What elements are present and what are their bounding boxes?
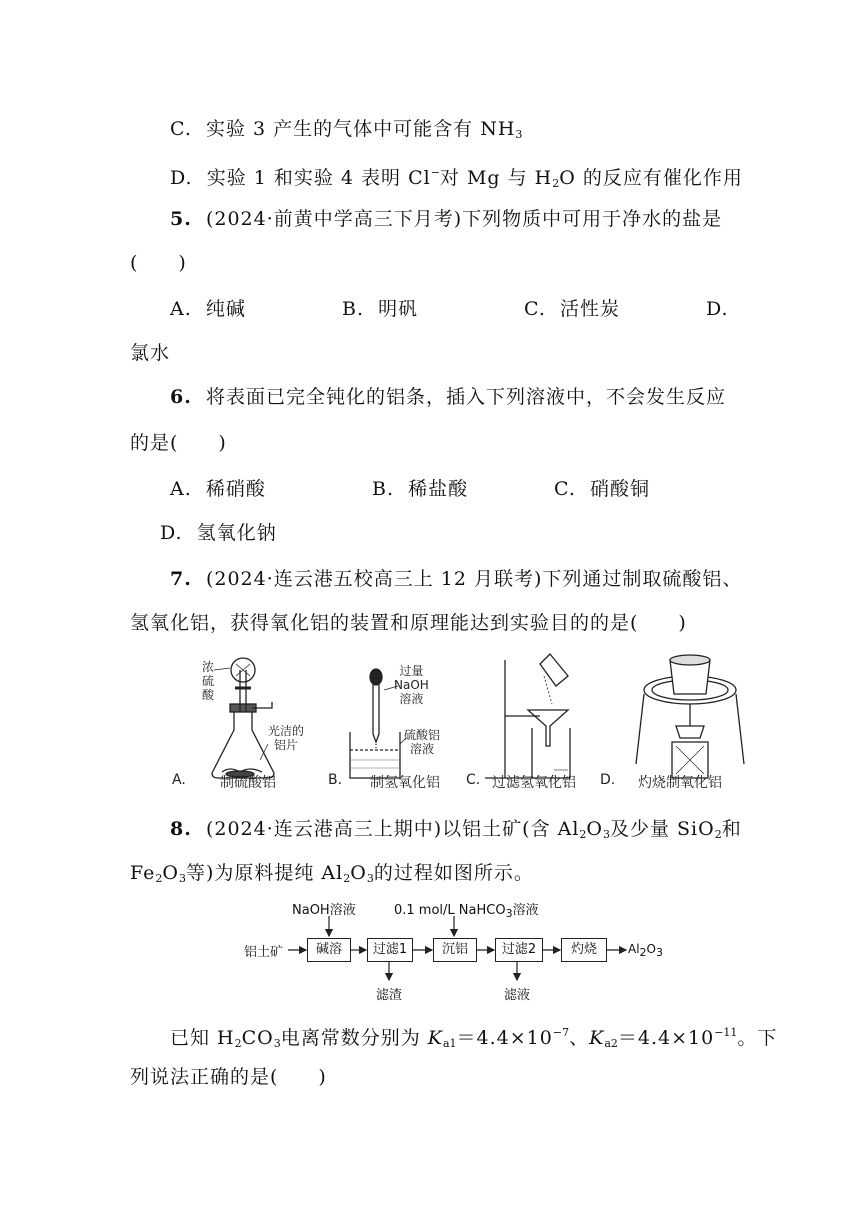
step-precipitate-al: 沉铝 [433,938,477,962]
option-c[interactable]: C. 活性炭 [524,298,621,320]
question-5-blank: ( ) [130,252,187,274]
question-8-line-last: 列说法正确的是( ) [130,1066,327,1088]
option-c-q4: C. 实验 3 产生的气体中可能含有 $NH_3$ [170,118,523,141]
option-c[interactable]: C. 硝酸铜 [554,478,651,500]
option-b[interactable]: B. 稀盐酸 [372,478,469,500]
apparatus-figure [160,650,750,795]
apparatus-c-label[interactable]: C. [466,772,481,788]
label-conc-h2so4: 浓 硫 酸 [202,660,215,702]
flow-filtrate: 滤液 [504,988,531,1003]
question-5-stem: 5. (2024·前黄中学高三下月考)下列物质中可用于净水的盐是 [170,208,723,230]
label-al-sheet: 光洁的 铝片 [268,724,305,752]
flow-residue: 滤渣 [376,988,403,1003]
flow-reagent-nahco3: 0.1 mol/L NaHCO$_3$溶液 [394,903,539,920]
question-8-known: 已知 $H_2CO_3$电离常数分别为 $K_{a1}=4.4\times 10^{-7}$、$K_{a2}=4.4\times 10^{-11}$。下 [170,1026,778,1050]
option-d[interactable]: D. 氢氧化钠 [160,522,277,544]
option-d-text: 氯水 [130,342,171,364]
option-b[interactable]: B. 明矾 [342,298,419,320]
label-al2so43: 硫酸铝 溶液 [404,728,441,756]
option-a[interactable]: A. 纯碱 [170,298,246,320]
question-8-line2: $Fe_2O_3$等)为原料提纯 $Al_2O_3$的过程如图所示。 [130,862,534,885]
question-6-line2: 的是( ) [130,432,227,454]
option-a[interactable]: A. 稀硝酸 [170,478,266,500]
question-8-stem: 8. (2024·连云港高三上期中)以铝土矿(含 $Al_2O_3$及少量 SiO$_2$和 [170,818,742,841]
apparatus-d-label[interactable]: D. [600,772,616,788]
apparatus-a-caption: 制硫酸铝 [220,775,276,791]
process-flow-diagram [244,896,664,1006]
flow-reagent-naoh: NaOH溶液 [292,903,356,918]
apparatus-c-caption: 过滤氢氧化铝 [492,775,576,791]
flow-product: $Al_2O_3$ [628,942,663,959]
step-filter-1: 过滤1 [367,938,413,962]
question-6-stem: 6. 将表面已完全钝化的铝条，插入下列溶液中，不会发生反应 [170,386,726,408]
step-calcine: 灼烧 [561,938,607,962]
option-d[interactable]: D. [706,298,729,320]
question-7-line2: 氢氧化铝，获得氧化铝的装置和原理能达到实验目的的是( ) [130,612,687,634]
apparatus-b-caption: 制氢氧化铝 [370,775,440,791]
apparatus-d-caption: 灼烧制氧化铝 [638,775,722,791]
apparatus-b-label[interactable]: B. [328,772,343,788]
flow-input: 铝土矿 [244,945,284,960]
label-naoh: 过量 NaOH 溶液 [394,664,429,706]
step-filter-2: 过滤2 [495,938,543,962]
question-7-stem: 7. (2024·连云港五校高三上 12 月联考)下列通过制取硫酸铝、 [170,568,743,590]
option-d-q4: D. 实验 1 和实验 4 表明 Cl−对 Mg 与 $H_2O$ 的反应有催化作用 [170,166,743,190]
apparatus-a-label[interactable]: A. [172,772,186,788]
step-alkali-dissolve: 碱溶 [307,938,351,962]
